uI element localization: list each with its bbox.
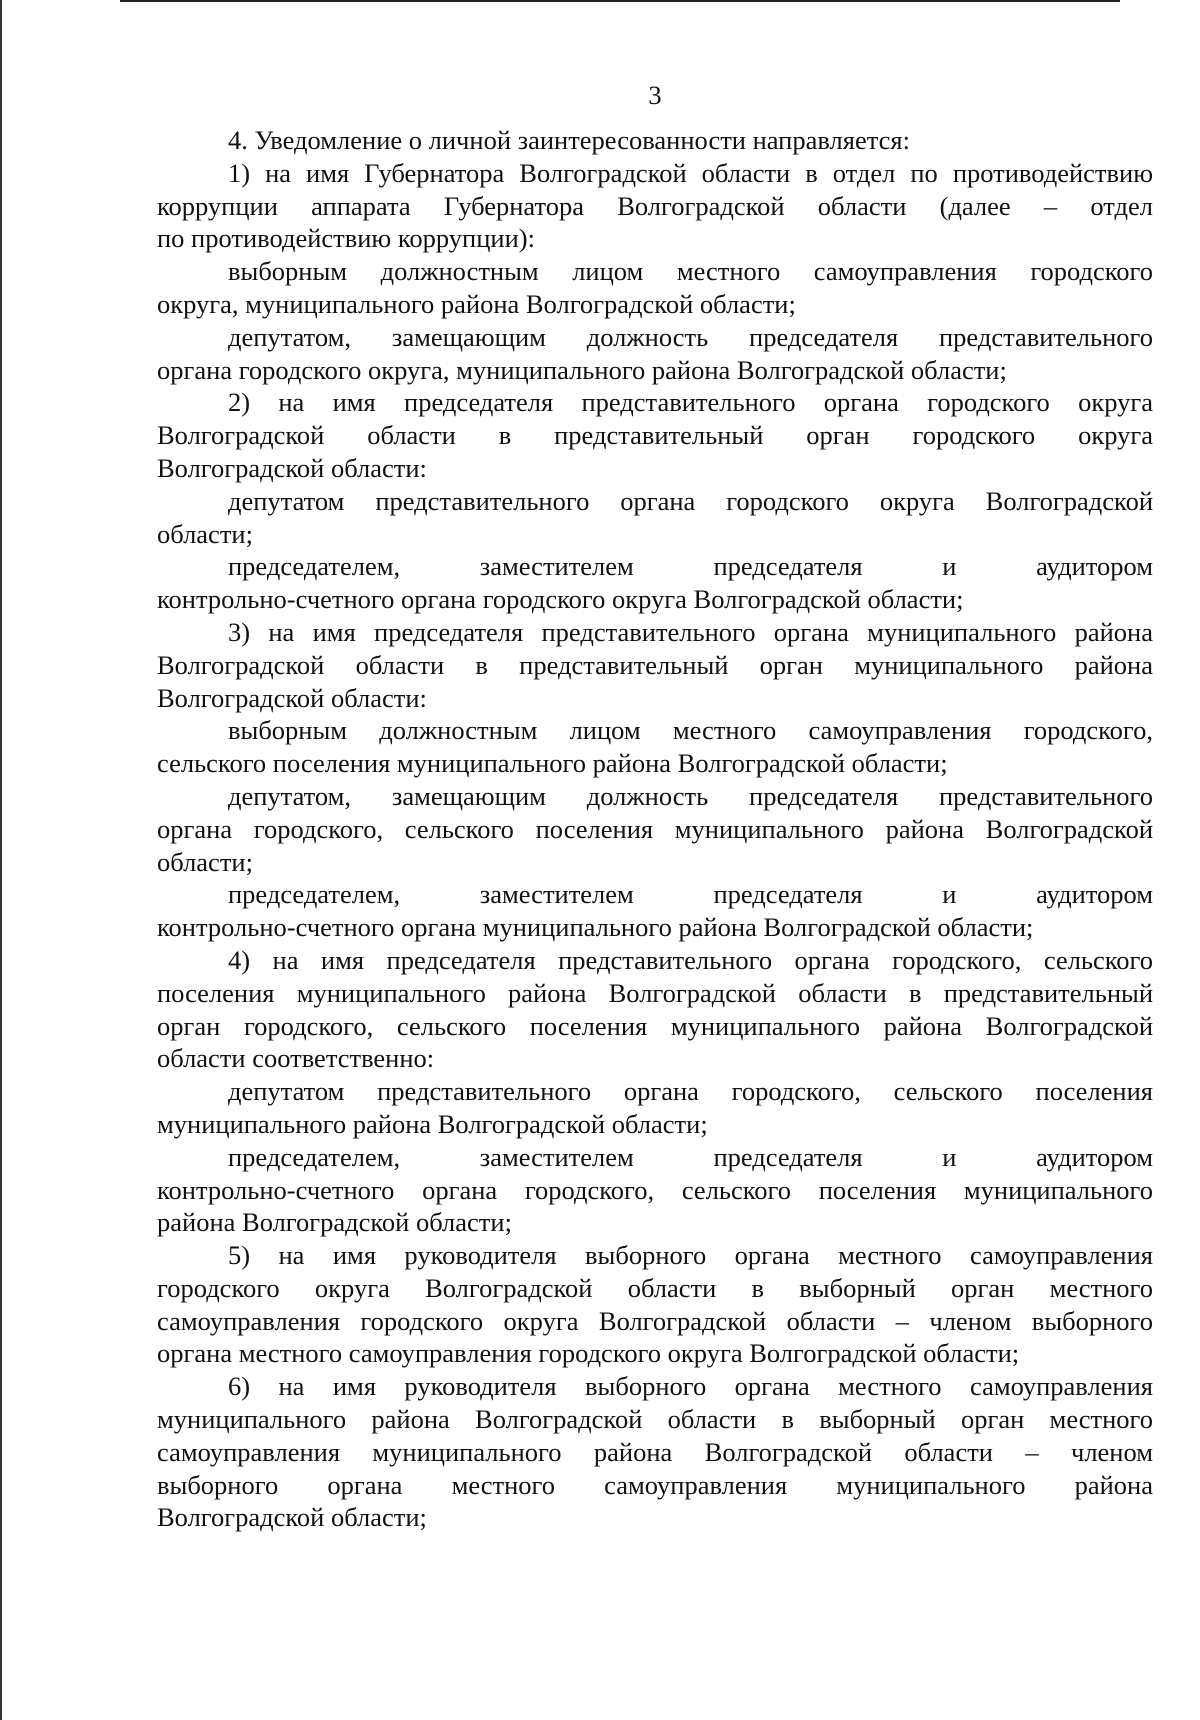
paragraph xyxy=(157,944,1153,1075)
paragraph xyxy=(157,124,1153,157)
paragraph-line: самоуправления городского округа Волгоградской области – членом выборного xyxy=(157,1305,1153,1336)
paragraph-line: городского округа Волгоградской области в выборный орган местного xyxy=(157,1272,1153,1303)
paragraph xyxy=(157,386,1153,484)
paragraph xyxy=(157,550,1153,616)
paragraph xyxy=(157,485,1153,551)
paragraph-line: 3) на имя председателя представительного органа муниципального района xyxy=(228,616,1153,647)
paragraph-line: 1) на имя Губернатора Волгоградской области в отдел по противодействию xyxy=(228,157,1153,188)
scan-edge-left xyxy=(0,0,2,1720)
paragraph-line: 2) на имя председателя представительного органа городского округа xyxy=(228,387,1153,418)
paragraph xyxy=(157,616,1153,714)
paragraph-line: выборного органа местного самоуправления муниципального района xyxy=(157,1469,1153,1500)
paragraph-line: Волгоградской области: xyxy=(157,452,427,483)
paragraph-line: сельского поселения муниципального района Волгоградской области; xyxy=(157,748,948,779)
paragraph xyxy=(157,255,1153,321)
paragraph-line: выборным должностным лицом местного самоуправления городского, xyxy=(228,715,1153,746)
paragraph-line: 6) на имя руководителя выборного органа местного самоуправления xyxy=(228,1371,1153,1402)
paragraph xyxy=(157,714,1153,780)
page-number: 3 xyxy=(648,80,662,110)
paragraph-line: муниципального района Волгоградской области; xyxy=(157,1108,708,1139)
paragraph-line: депутатом представительного органа городского округа Волгоградской xyxy=(228,485,1153,516)
paragraph-line: 4. Уведомление о личной заинтересованности направляется: xyxy=(228,125,910,155)
paragraph-line: депутатом, замещающим должность председателя представительного xyxy=(228,321,1153,352)
paragraph xyxy=(157,780,1153,878)
paragraph-line: области соответственно: xyxy=(157,1043,435,1074)
paragraph-line: органа городского округа, муниципального района Волгоградской области; xyxy=(157,354,1007,385)
paragraph-line: поселения муниципального района Волгоградской области в представительный xyxy=(157,977,1153,1008)
paragraph-line: округа, муниципального района Волгоградской области; xyxy=(157,288,796,319)
paragraph-line: контрольно-счетного органа муниципального района Волгоградской области; xyxy=(157,912,1034,943)
paragraph-line: Волгоградской области: xyxy=(157,682,427,713)
paragraph-line: коррупции аппарата Губернатора Волгоградской области (далее – отдел xyxy=(157,190,1153,221)
paragraph-line: 5) на имя руководителя выборного органа местного самоуправления xyxy=(228,1240,1153,1271)
paragraph-line: Волгоградской области; xyxy=(157,1502,427,1533)
paragraph-line: орган городского, сельского поселения муниципального района Волгоградской xyxy=(157,1010,1153,1041)
paragraph xyxy=(157,1370,1153,1534)
paragraph-line: депутатом, замещающим должность председателя представительного xyxy=(228,780,1153,811)
paragraph-line: контрольно-счетного органа городского округа Волгоградской области; xyxy=(157,584,964,615)
paragraph-line: района Волгоградской области; xyxy=(157,1207,512,1238)
paragraph xyxy=(157,878,1153,944)
paragraph xyxy=(157,1239,1153,1370)
paragraph-line: Волгоградской области в представительный орган городского округа xyxy=(157,420,1153,451)
paragraph-line: председателем, заместителем председателя и аудитором xyxy=(228,879,1153,910)
document-body xyxy=(157,124,1153,1534)
paragraph xyxy=(157,1141,1153,1239)
paragraph-line: области; xyxy=(157,518,253,549)
paragraph-line: выборным должностным лицом местного самоуправления городского xyxy=(228,256,1153,287)
paragraph-line: Волгоградской области в представительный орган муниципального района xyxy=(157,649,1153,680)
paragraph-line: органа местного самоуправления городского округа Волгоградской области; xyxy=(157,1338,1020,1369)
paragraph-line: органа городского, сельского поселения муниципального района Волгоградской xyxy=(157,813,1153,844)
paragraph xyxy=(157,157,1153,255)
paragraph xyxy=(157,321,1153,387)
scan-edge-top xyxy=(120,0,1120,2)
paragraph-line: по противодействию коррупции): xyxy=(157,223,535,254)
paragraph-line: председателем, заместителем председателя и аудитором xyxy=(228,551,1153,582)
paragraph xyxy=(157,1075,1153,1141)
paragraph-line: депутатом представительного органа городского, сельского поселения xyxy=(228,1076,1153,1107)
paragraph-line: контрольно-счетного органа городского, сельского поселения муниципального xyxy=(157,1174,1153,1205)
paragraph-line: самоуправления муниципального района Волгоградской области – членом xyxy=(157,1436,1153,1467)
paragraph-line: муниципального района Волгоградской области в выборный орган местного xyxy=(157,1404,1153,1435)
paragraph-line: председателем, заместителем председателя и аудитором xyxy=(228,1141,1153,1172)
paragraph-line: области; xyxy=(157,846,253,877)
paragraph-line: 4) на имя председателя представительного органа городского, сельского xyxy=(228,944,1153,975)
